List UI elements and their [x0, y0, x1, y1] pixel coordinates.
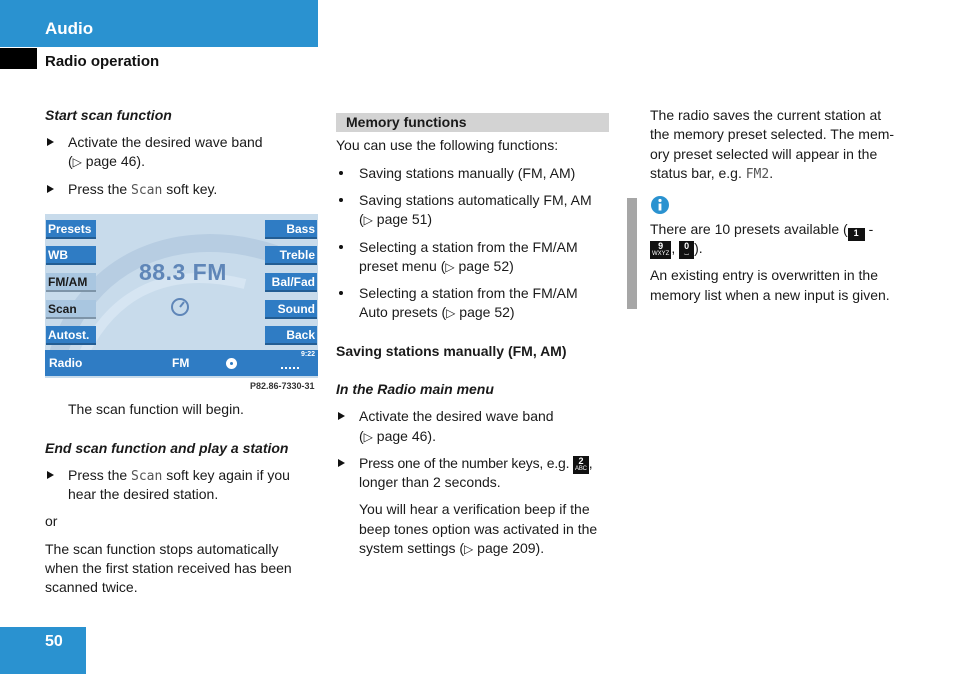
- memory-text: status bar, e.g. FM2.: [650, 165, 774, 182]
- page-ref-arrow-icon: ▷: [446, 306, 456, 320]
- display-button-scan: Scan: [46, 300, 96, 319]
- display-button-bass: Bass: [265, 220, 317, 239]
- display-button-balfad: Bal/Fad: [265, 273, 317, 292]
- page-number-box: [0, 627, 86, 674]
- softkey-label: Scan: [131, 183, 163, 198]
- bullet-text: Auto presets (▷ page 52): [359, 304, 515, 320]
- step-text: Activate the desired wave band: [359, 408, 554, 424]
- bullet-text: Saving stations automatically FM, AM: [359, 192, 592, 208]
- display-button-presets: Presets: [46, 220, 96, 239]
- bullet-text: preset menu (▷ page 52): [359, 258, 514, 274]
- info-text: There are 10 presets available ( 1 -: [650, 220, 873, 241]
- number-key-9-icon: 9 WXYZ: [652, 241, 670, 257]
- step-text: Press the Scan soft key.: [68, 181, 218, 198]
- number-key-2-icon: 2 ABC: [575, 456, 587, 472]
- memory-functions-heading: Memory functions: [346, 114, 467, 130]
- page-ref-arrow-icon: ▷: [464, 542, 474, 556]
- status-band-label: FM: [172, 356, 190, 370]
- bullet-text: Saving stations manually (FM, AM): [359, 165, 576, 181]
- radio-menu-heading: In the Radio main menu: [336, 381, 494, 397]
- page-number: 50: [45, 633, 63, 650]
- info-text: 9 WXYZ , 0 ⌴ ).: [652, 240, 703, 257]
- page-ref-arrow-icon: ▷: [363, 213, 373, 227]
- step-arrow-icon: [47, 185, 54, 193]
- intro-text: You can use the following functions:: [336, 137, 559, 153]
- step-arrow-icon: [338, 412, 345, 420]
- display-frequency: 88.3 FM: [139, 259, 227, 285]
- display-button-sound: Sound: [265, 300, 317, 319]
- saving-manually-heading: Saving stations manually (FM, AM): [336, 343, 567, 359]
- display-button-treble: Treble: [265, 246, 317, 265]
- display-status-bar: [45, 350, 318, 376]
- page-subtitle: Radio operation: [45, 53, 160, 70]
- page-ref-arrow-icon: ▷: [72, 155, 82, 169]
- bullet-icon: [339, 291, 343, 295]
- verification-text: You will hear a verification beep if the: [359, 501, 590, 517]
- signal-strength-icon: [281, 364, 299, 369]
- bullet-text: Selecting a station from the FM/AM: [359, 285, 578, 301]
- preset-code: FM2: [745, 167, 770, 182]
- bullet-text: Selecting a station from the FM/AM: [359, 239, 578, 255]
- step-arrow-icon: [338, 459, 345, 467]
- display-button-fmam: FM/AM: [46, 273, 96, 292]
- verification-text: system settings (▷ page 209).: [359, 540, 545, 556]
- verification-text: beep tones option was activated in the: [359, 521, 598, 537]
- status-radio-label: Radio: [49, 356, 83, 370]
- number-key-1-icon: 1: [848, 228, 865, 241]
- section-title: Audio: [45, 19, 94, 38]
- memory-text: The radio saves the current station at: [650, 107, 882, 123]
- info-text: An existing entry is overwritten in the: [650, 267, 878, 283]
- step-arrow-icon: [47, 471, 54, 479]
- display-button-autost: Autost.: [46, 326, 96, 345]
- bullet-icon: [339, 171, 343, 175]
- step-text: Press one of the number keys, e.g. 2 ABC ,: [359, 455, 593, 472]
- step-text: Press the Scan soft key again if you: [68, 467, 290, 484]
- figure-label: P82.86-7330-31: [250, 381, 315, 391]
- page-ref-arrow-icon: ▷: [363, 430, 373, 444]
- auto-stop-text: when the first station received has been: [45, 560, 292, 576]
- section-marker: [0, 48, 37, 69]
- step-text: Activate the desired wave band: [68, 134, 263, 150]
- info-text: memory list when a new input is given.: [650, 287, 890, 303]
- or-text: or: [45, 513, 58, 529]
- auto-stop-text: scanned twice.: [45, 579, 138, 595]
- end-scan-heading: End scan function and play a station: [45, 440, 289, 456]
- info-sidebar: [627, 198, 637, 309]
- start-scan-heading: Start scan function: [45, 107, 172, 123]
- step-text: longer than 2 seconds.: [359, 474, 501, 490]
- step-text: hear the desired station.: [68, 486, 219, 502]
- page-ref-arrow-icon: ▷: [445, 260, 455, 274]
- step-arrow-icon: [47, 138, 54, 146]
- info-icon: [650, 195, 670, 215]
- bullet-icon: [339, 198, 343, 202]
- bullet-icon: [339, 245, 343, 249]
- display-button-back: Back: [265, 326, 317, 345]
- number-key-0-icon: 0 ⌴: [679, 241, 694, 259]
- bullet-text: (▷ page 51): [359, 211, 433, 227]
- radio-display-illustration: [45, 214, 318, 378]
- softkey-label: Scan: [131, 469, 163, 484]
- display-button-wb: WB: [46, 246, 96, 265]
- step-text: (▷ page 46).: [68, 153, 145, 169]
- status-clock: 9:22: [301, 351, 316, 358]
- scan-begin-text: The scan function will begin.: [68, 401, 244, 417]
- memory-text: ory preset selected will appear in the: [650, 146, 878, 162]
- memory-text: the memory preset selected. The mem-: [650, 126, 895, 142]
- auto-stop-text: The scan function stops automatically: [45, 541, 279, 557]
- step-text: (▷ page 46).: [359, 428, 436, 444]
